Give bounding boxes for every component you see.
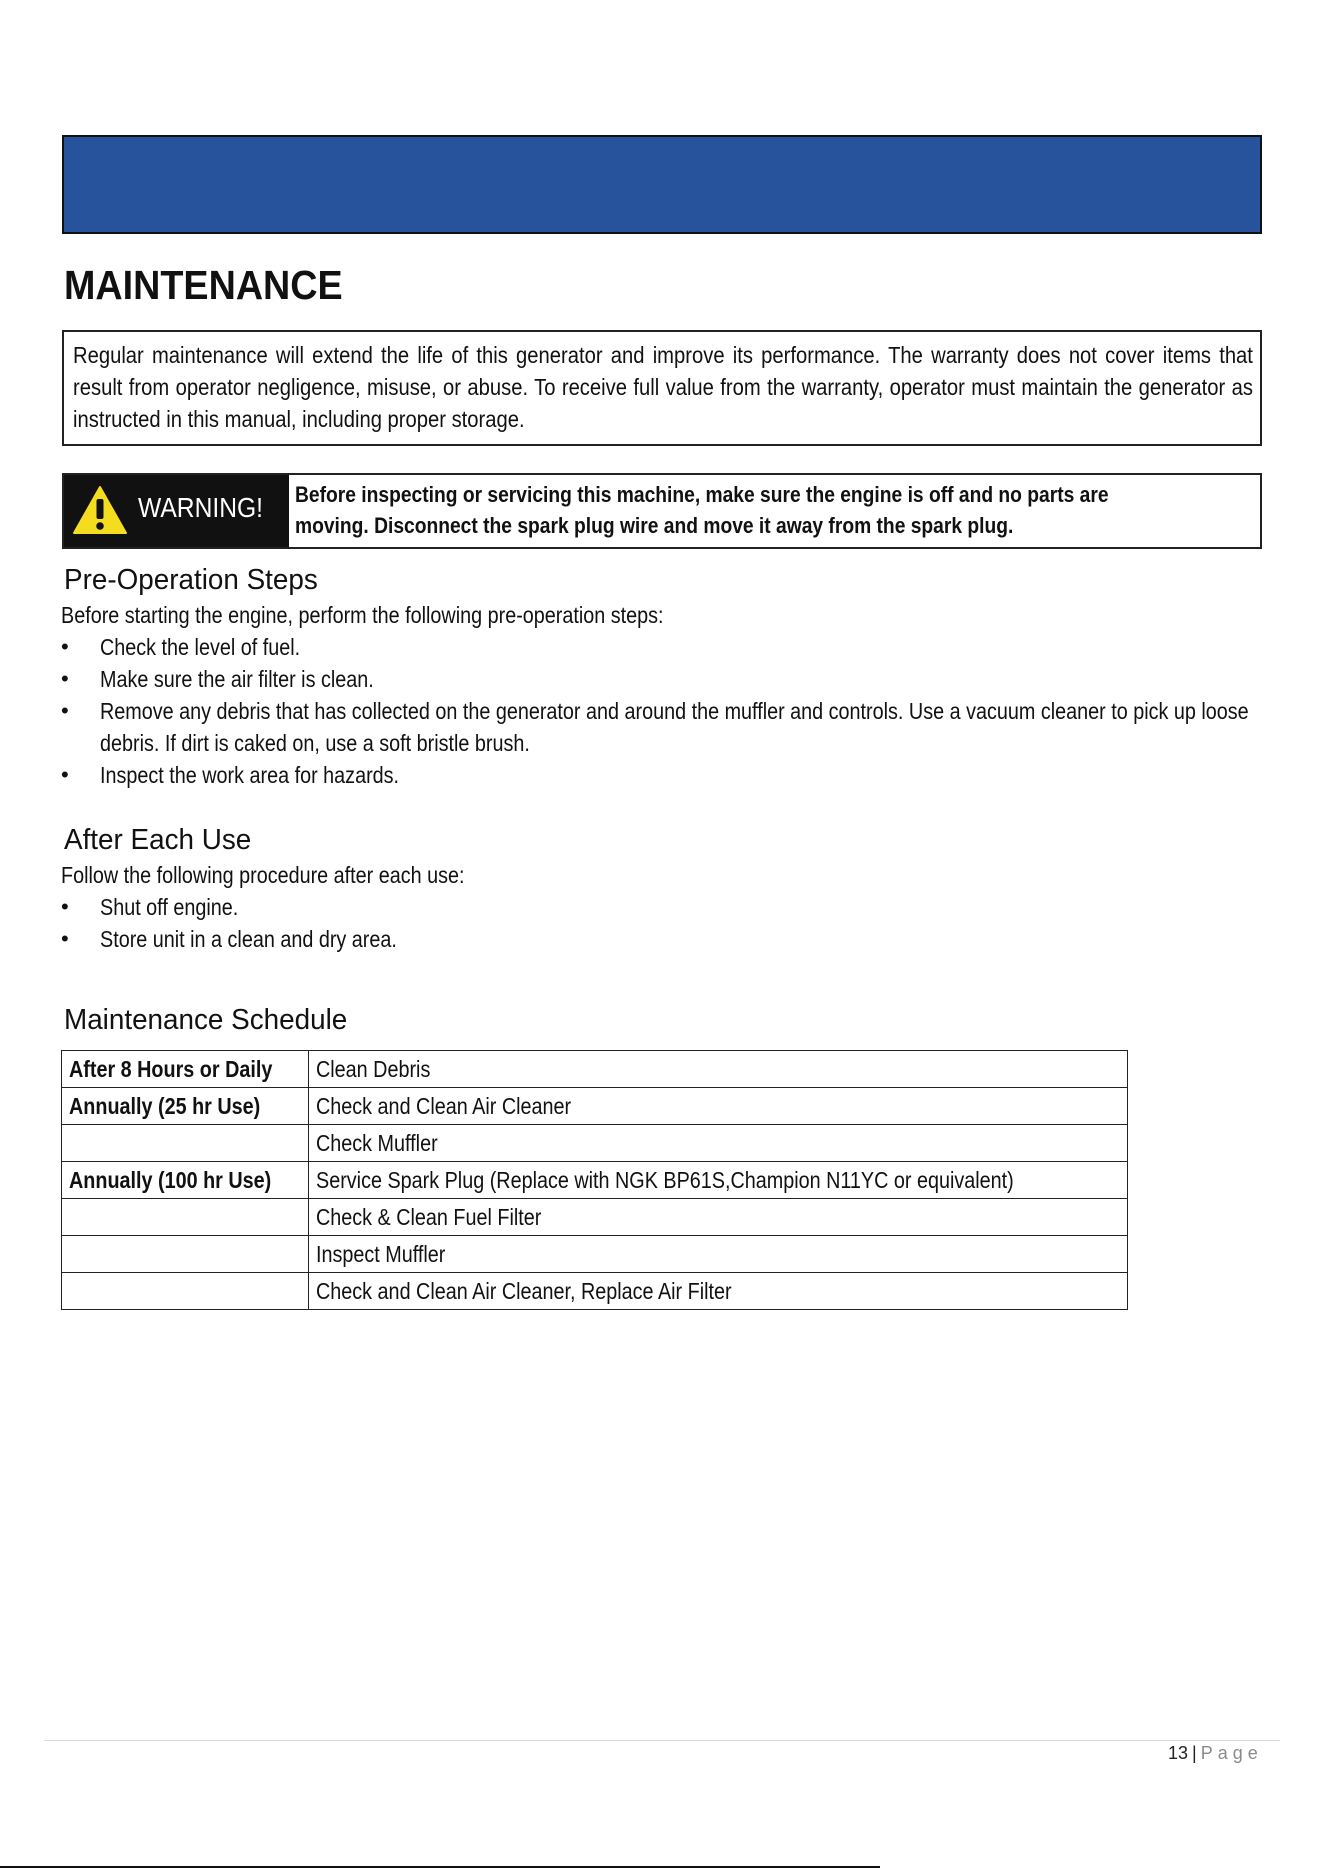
task-cell: Clean Debris: [309, 1051, 1128, 1088]
task-cell: Inspect Muffler: [309, 1236, 1128, 1273]
page-number-value: 13: [1168, 1743, 1189, 1763]
list-item-text: Inspect the work area for hazards.: [100, 762, 400, 788]
header-banner: [62, 135, 1262, 234]
warning-line-1: Before inspecting or servicing this machine, make sure the engine is off and no parts are: [295, 482, 1109, 507]
interval-cell: [62, 1199, 309, 1236]
task-cell: Check and Clean Air Cleaner, Replace Air Filter: [309, 1273, 1128, 1310]
list-item-text: Make sure the air filter is clean.: [100, 666, 374, 692]
task-cell: Service Spark Plug (Replace with NGK BP61S,Champion N11YC or equivalent): [309, 1162, 1128, 1199]
task-cell: Check & Clean Fuel Filter: [309, 1199, 1128, 1236]
table-row: [62, 1088, 1128, 1125]
warning-word: WARNING!: [138, 492, 264, 523]
task-cell: Check Muffler: [309, 1125, 1128, 1162]
page-number: [1168, 1743, 1263, 1764]
table-row: [62, 1162, 1128, 1199]
interval-cell: Annually (100 hr Use): [62, 1162, 309, 1199]
table-row: [62, 1273, 1128, 1310]
bullet-icon: •: [61, 698, 69, 723]
bullet-icon: •: [61, 894, 69, 919]
table-row: [62, 1199, 1128, 1236]
table-row: [62, 1236, 1128, 1273]
intro-text: Regular maintenance will extend the life of this generator and improve its performance. The warranty does not cover items that result from operator negligence, misuse, or abuse. To receive full value from the warranty, operator must maintain the generator as instructed in this manual, including proper storage.: [73, 342, 1253, 432]
task-cell: Check and Clean Air Cleaner: [309, 1088, 1128, 1125]
page-title: MAINTENANCE: [64, 262, 343, 308]
table-row: [62, 1125, 1128, 1162]
interval-cell: After 8 Hours or Daily: [62, 1051, 309, 1088]
bullet-icon: •: [61, 634, 69, 659]
interval-cell: [62, 1125, 309, 1162]
maintenance-schedule-table: [61, 1050, 1128, 1310]
interval-cell: [62, 1236, 309, 1273]
warning-label: [64, 475, 289, 547]
after-use-intro: Follow the following procedure after each use:: [61, 862, 465, 888]
list-item-text: Check the level of fuel.: [100, 634, 301, 660]
bullet-icon: •: [61, 666, 69, 691]
warning-box: [62, 473, 1262, 549]
intro-box: [62, 330, 1262, 446]
schedule-heading: Maintenance Schedule: [64, 1004, 348, 1036]
warning-line-2: moving. Disconnect the spark plug wire and move it away from the spark plug.: [295, 513, 1014, 538]
bullet-icon: •: [61, 926, 69, 951]
bottom-edge-rule: [0, 1866, 880, 1868]
page-word: Page: [1200, 1743, 1263, 1763]
after-use-heading: After Each Use: [64, 824, 252, 856]
pre-operation-heading: Pre-Operation Steps: [64, 564, 318, 596]
interval-cell: [62, 1273, 309, 1310]
page-number-separator: |: [1192, 1743, 1197, 1763]
table-row: [62, 1051, 1128, 1088]
list-item-text: Shut off engine.: [100, 894, 239, 920]
warning-triangle-icon: [72, 485, 128, 535]
bullet-icon: •: [61, 762, 69, 787]
list-item-text: Remove any debris that has collected on the generator and around the muffler and controls. Use a vacuum cleaner to pick up loose debris. If dirt is caked on, use a soft bristle brush.: [100, 698, 1249, 756]
warning-text: [295, 479, 1236, 541]
interval-cell: Annually (25 hr Use): [62, 1088, 309, 1125]
footer-divider: [44, 1740, 1280, 1741]
list-item-text: Store unit in a clean and dry area.: [100, 926, 397, 952]
pre-operation-intro: Before starting the engine, perform the following pre-operation steps:: [61, 602, 664, 628]
